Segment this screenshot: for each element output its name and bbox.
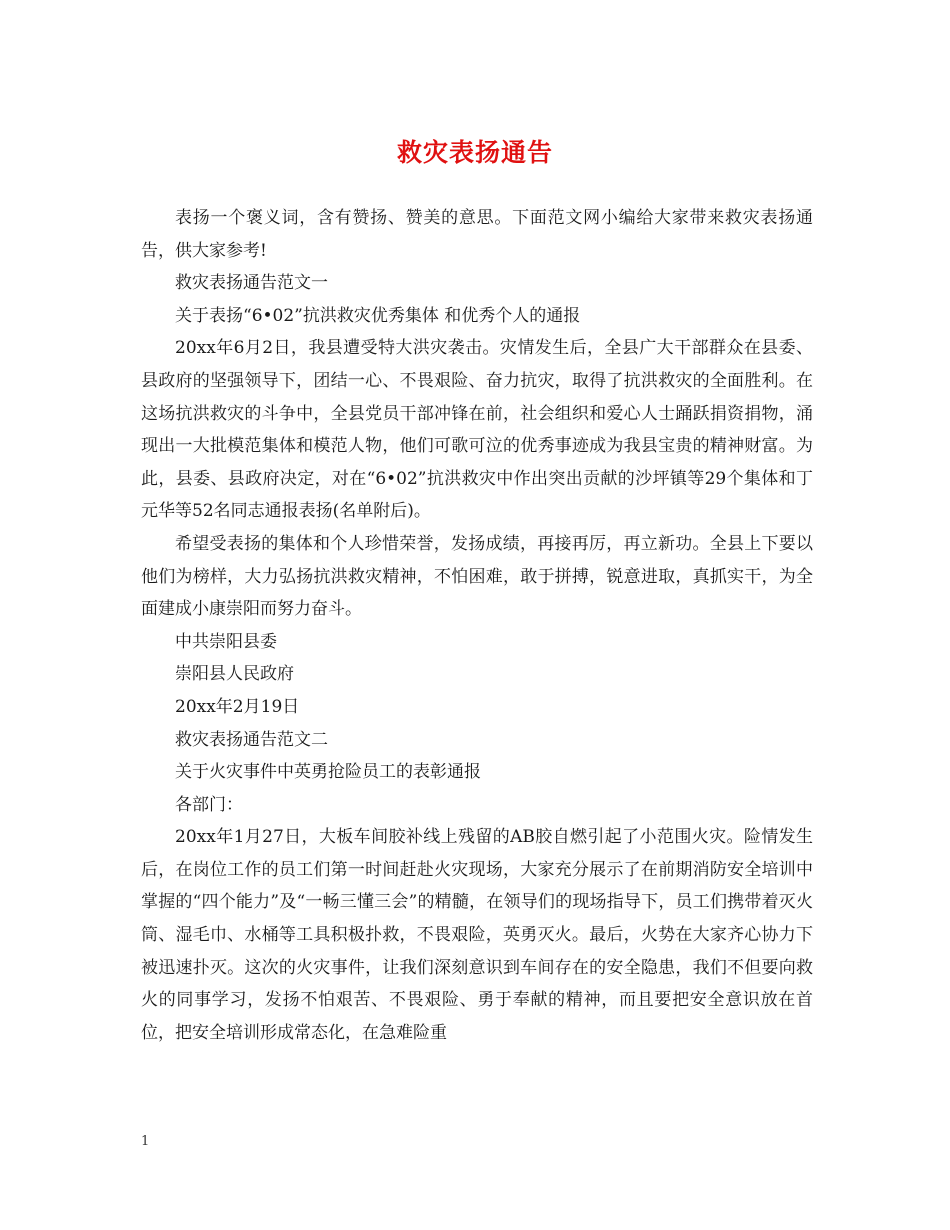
sample2-subject: 关于火灾事件中英勇抢险员工的表彰通报 [175, 762, 481, 783]
sample1-paragraph-2: 希望受表扬的集体和个人珍惜荣誉，发扬成绩，再接再厉，再立新功。全县上下要以他们为榜样，大力弘扬抗洪救灾精神，不怕困难，敢于拼搏，锐意进取，真抓实干，为全面建成小康崇阳而努力奋斗。 [141, 533, 813, 620]
document-title: 救灾表扬通告 [396, 138, 553, 167]
sample1-subject: 关于表扬“6•02”抗洪救灾优秀集体 和优秀个人的通报 [175, 305, 581, 326]
sample1-heading: 救灾表扬通告范文一 [175, 273, 328, 294]
sample1-signer-government: 崇阳县人民政府 [175, 664, 294, 685]
intro-paragraph: 表扬一个褒义词，含有赞扬、赞美的意思。下面范文网小编给大家带来救灾表扬通告，供大家参考! [141, 208, 813, 261]
sample2-salutation: 各部门： [175, 794, 243, 815]
sample2-heading: 救灾表扬通告范文二 [175, 729, 328, 750]
page-number: 1 [141, 1134, 150, 1149]
document-body [141, 202, 813, 1049]
sample1-paragraph-1: 20xx年6月2日，我县遭受特大洪灾袭击。灾情发生后，全县广大干部群众在县委、县政府的坚强领导下，团结一心、不畏艰险、奋力抗灾，取得了抗洪救灾的全面胜利。在这场抗洪救灾的斗争中，全县党员干部冲锋在前，社会组织和爱心人士踊跃捐资捐物，涌现出一大批模范集体和模范人物，他们可歌可泣的优秀事迹成为我县宝贵的精神财富。为此，县委、县政府决定，对在“6•02”抗洪救灾中作出突出贡献的沙坪镇等29个集体和丁元华等52名同志通报表扬(名单附后)。 [141, 338, 813, 522]
sample1-date: 20xx年2月19日 [175, 696, 300, 717]
sample2-paragraph-1: 20xx年1月27日，大板车间胶补线上残留的AB胶自燃引起了小范围火灾。险情发生后，在岗位工作的员工们第一时间赶赴火灾现场，大家充分展示了在前期消防安全培训中掌握的“四个能力”及“一畅三懂三会”的精髓，在领导们的现场指导下，员工们携带着灭火筒、湿毛巾、水桶等工具积极扑救，不畏艰险，英勇灭火。最后，火势在大家齐心协力下被迅速扑灭。这次的火灾事件，让我们深刻意识到车间存在的安全隐患，我们不但要向救火的同事学习，发扬不怕艰苦、不畏艰险、勇于奉献的精神，而且要把安全意识放在首位，把安全培训形成常态化，在急难险重 [141, 827, 813, 1043]
sample1-signer-party: 中共崇阳县委 [175, 631, 277, 652]
